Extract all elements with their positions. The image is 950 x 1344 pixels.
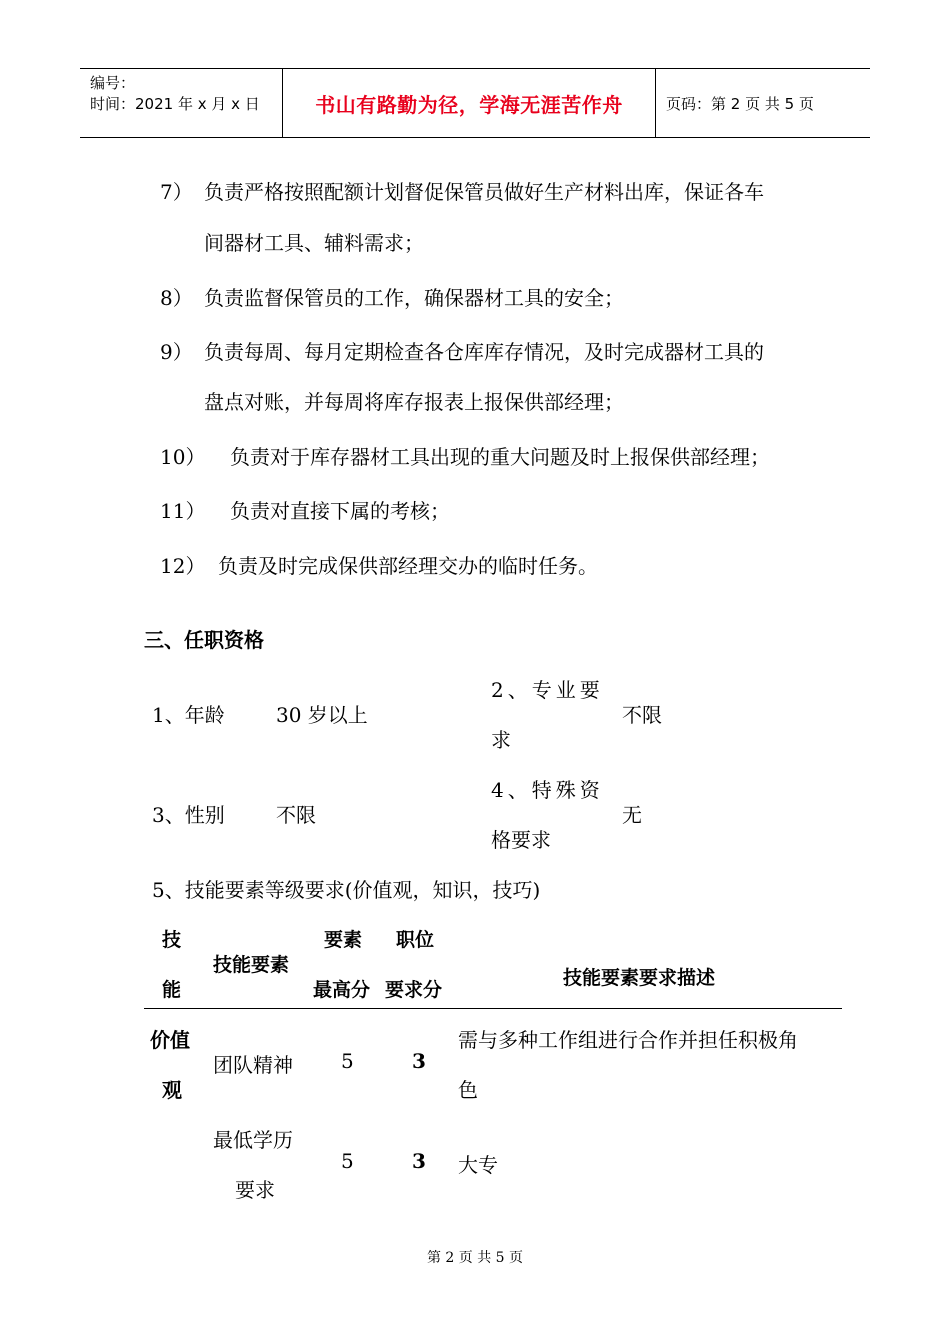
duty-text: 负责对于库存器材工具出现的重大问题及时上报保供部经理； xyxy=(230,445,770,469)
header-skill-col: 技 xyxy=(162,929,182,951)
duty-text: 负责每周、每月定期检查各仓库库存情况，及时完成器材工具的 xyxy=(204,340,764,364)
table-divider xyxy=(144,1008,842,1009)
duty-number: 10） xyxy=(160,445,206,469)
major-label: 2、专业要 xyxy=(491,678,604,702)
skill-description: 大专 xyxy=(458,1153,498,1177)
age-value: 30 岁以上 xyxy=(276,703,368,727)
document-number-label: 编号： xyxy=(90,74,136,92)
max-score: 5 xyxy=(341,1049,354,1073)
header-left-cell xyxy=(80,69,282,137)
required-score: 3 xyxy=(412,1049,426,1073)
header-skill-element: 技能要素 xyxy=(213,954,290,976)
header-page-info: 页码：第 2 页 共 5 页 xyxy=(666,94,814,113)
duty-number: 8） xyxy=(160,286,193,310)
duty-text-continued: 间器材工具、辅料需求； xyxy=(204,231,424,255)
header-motto-cell xyxy=(282,69,656,137)
page-header xyxy=(80,68,870,138)
age-label: 1、年龄 xyxy=(152,703,225,727)
header-skill-col-continued: 能 xyxy=(162,979,182,1001)
duty-text: 负责对直接下属的考核； xyxy=(230,499,450,523)
duty-text-continued: 盘点对账，并每周将库存报表上报保供部经理； xyxy=(204,390,624,414)
header-required-score: 职位 xyxy=(396,929,435,951)
duty-text: 负责监督保管员的工作，确保器材工具的安全； xyxy=(204,286,624,310)
duty-text: 负责严格按照配额计划督促保管员做好生产材料出库，保证各车 xyxy=(204,180,764,204)
special-label: 4、特殊资 xyxy=(491,778,604,802)
duty-text: 负责及时完成保供部经理交办的临时任务。 xyxy=(218,554,598,578)
page-footer: 第 2 页 共 5 页 xyxy=(426,1250,524,1266)
category-label-continued: 观 xyxy=(162,1078,182,1102)
duty-number: 7） xyxy=(160,180,193,204)
duty-number: 9） xyxy=(160,340,193,364)
header-motto: 书山有路勤为径，学海无涯苦作舟 xyxy=(315,92,623,117)
skill-element: 最低学历 xyxy=(213,1128,293,1152)
required-score: 3 xyxy=(412,1149,426,1173)
duty-number: 11） xyxy=(160,499,206,523)
category-label: 价值 xyxy=(150,1028,190,1052)
document-time-label: 时间：2021 年 x 月 x 日 xyxy=(90,95,260,113)
skill-description: 需与多种工作组进行合作并担任积极角 xyxy=(458,1028,798,1052)
skill-element: 团队精神 xyxy=(213,1053,293,1077)
section-title: 三、任职资格 xyxy=(144,628,264,652)
header-description: 技能要素要求描述 xyxy=(563,967,716,989)
header-max-score: 要素 xyxy=(324,929,363,951)
skills-title: 5、技能要素等级要求(价值观，知识，技巧) xyxy=(152,878,541,902)
special-label-continued: 格要求 xyxy=(491,828,551,852)
max-score: 5 xyxy=(341,1149,354,1173)
header-max-score-continued: 最高分 xyxy=(313,979,371,1001)
gender-label: 3、性别 xyxy=(152,803,225,827)
duty-number: 12） xyxy=(160,554,206,578)
special-value: 无 xyxy=(622,803,642,827)
skill-element-continued: 要求 xyxy=(235,1178,275,1202)
skill-description-continued: 色 xyxy=(458,1078,478,1102)
gender-value: 不限 xyxy=(276,803,316,827)
major-value: 不限 xyxy=(622,703,662,727)
header-required-score-continued: 要求分 xyxy=(385,979,443,1001)
major-label-continued: 求 xyxy=(491,728,511,752)
